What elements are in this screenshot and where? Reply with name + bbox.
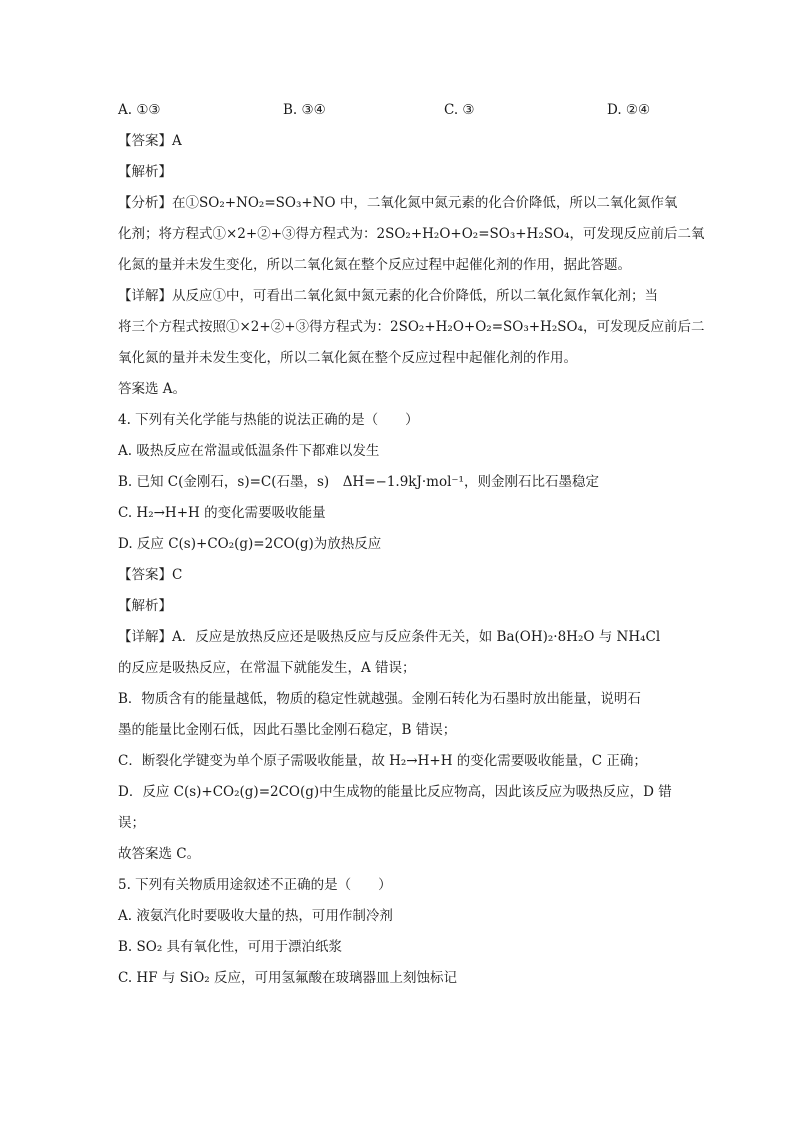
q3-analysis-title: 【解析】 bbox=[118, 164, 172, 180]
q3-detail-line: 氧化氮的量并未发生变化，所以二氧化氮在整个反应过程中起催化剂的作用。 bbox=[118, 350, 577, 366]
q4-answer: 【答案】C bbox=[118, 567, 183, 583]
q3-answer: 【答案】A bbox=[118, 133, 182, 149]
q5-option-c: C. HF 与 SiO₂ 反应，可用氢氟酸在玻璃器皿上刻蚀标记 bbox=[118, 970, 457, 986]
q4-stem: 4. 下列有关化学能与热能的说法正确的是（ ） bbox=[118, 412, 419, 428]
q4-detail-line: 的反应是吸热反应，在常温下就能发生，A 错误； bbox=[118, 660, 416, 676]
q3-fenxi-line: 化氮的量并未发生变化，所以二氧化氮在整个反应过程中起催化剂的作用，据此答题。 bbox=[118, 257, 631, 273]
q4-option-a: A. 吸热反应在常温或低温条件下都难以发生 bbox=[118, 443, 380, 459]
q4-detail-line: 【详解】A．反应是放热反应还是吸热反应与反应条件无关，如 Ba(OH)₂·8H₂O 与 NH₄Cl bbox=[118, 629, 661, 645]
q4-detail-line: 墨的能量比金刚石低，因此石墨比金刚石稳定，B 错误； bbox=[118, 722, 457, 738]
q4-option-c: C. H₂→H+H 的变化需要吸收能量 bbox=[118, 505, 326, 521]
q4-detail-line: 误； bbox=[118, 815, 145, 831]
q4-detail-line: C．断裂化学键变为单个原子需吸收能量，故 H₂→H+H 的变化需要吸收能量，C 正确； bbox=[118, 753, 647, 769]
q5-option-a: A. 液氨汽化时要吸收大量的热，可用作制冷剂 bbox=[118, 908, 393, 924]
q4-detail-line: B．物质含有的能量越低，物质的稳定性就越强。金刚石转化为石墨时放出能量，说明石 bbox=[118, 691, 641, 707]
q3-option-c: C. ③ bbox=[444, 102, 475, 118]
q3-options-row bbox=[118, 100, 698, 121]
document-page bbox=[118, 100, 705, 999]
q3-final-answer: 答案选 A。 bbox=[118, 381, 187, 397]
q4-analysis-title: 【解析】 bbox=[118, 598, 172, 614]
q5-option-b: B. SO₂ 具有氧化性，可用于漂泊纸浆 bbox=[118, 939, 343, 955]
q5-stem: 5. 下列有关物质用途叙述不正确的是（ ） bbox=[118, 877, 392, 893]
q3-option-d: D. ②④ bbox=[607, 102, 651, 118]
q4-option-d: D. 反应 C(s)+CO₂(g)=2CO(g)为放热反应 bbox=[118, 536, 382, 552]
q3-option-b: B. ③④ bbox=[283, 102, 326, 118]
q3-option-a: A. ①③ bbox=[118, 102, 161, 118]
q4-final-answer: 故答案选 C。 bbox=[118, 846, 201, 862]
q3-fenxi-line: 【分析】在①SO₂+NO₂=SO₃+NO 中，二氧化氮中氮元素的化合价降低，所以二氧化氮作氧 bbox=[118, 195, 678, 211]
q4-option-b: B. 已知 C(金刚石，s)=C(石墨，s) ΔH=−1.9kJ·mol⁻¹，则金刚石比石墨稳定 bbox=[118, 474, 599, 490]
q3-detail-line: 【详解】从反应①中，可看出二氧化氮中氮元素的化合价降低，所以二氧化氮作氧化剂；当 bbox=[118, 288, 658, 304]
q3-fenxi-line: 化剂；将方程式①×2+②+③得方程式为：2SO₂+H₂O+O₂=SO₃+H₂SO₄，可发现反应前后二氧 bbox=[118, 226, 705, 242]
q4-detail-line: D．反应 C(s)+CO₂(g)=2CO(g)中生成物的能量比反应物高，因此该反应为吸热反应，D 错 bbox=[118, 784, 672, 800]
q3-detail-line: 将三个方程式按照①×2+②+③得方程式为：2SO₂+H₂O+O₂=SO₃+H₂SO₄，可发现反应前后二 bbox=[118, 319, 705, 335]
